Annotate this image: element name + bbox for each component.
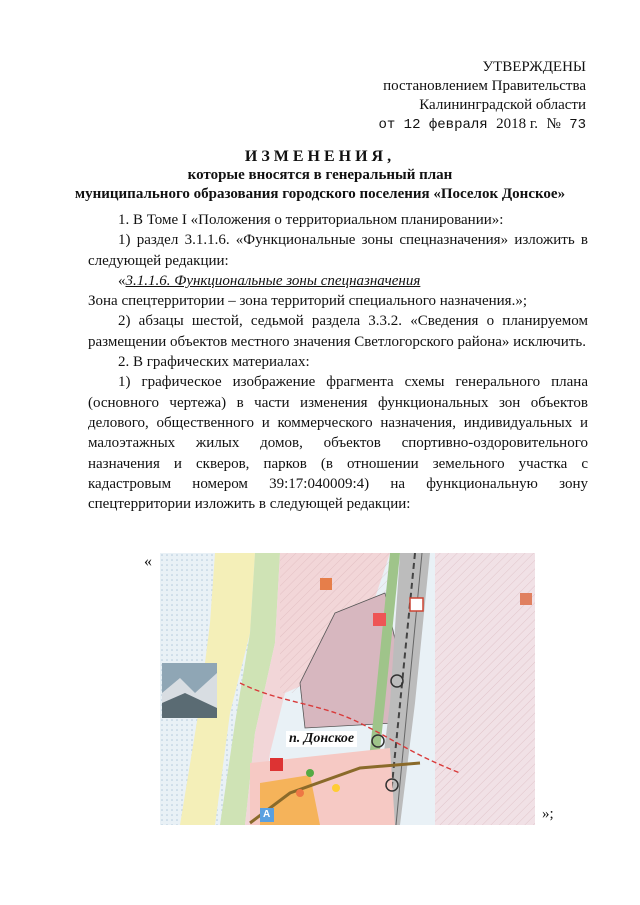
date-year: 2018 г. [496, 116, 539, 132]
approval-date [378, 115, 586, 135]
paragraph-4: Зона спецтерритории – зона территорий специального назначения.»; [88, 293, 527, 310]
approval-line2: постановлением Правительства [383, 78, 586, 94]
title-sub1: которые вносятся в генеральный план [187, 167, 453, 183]
settlement-label: п. Донское [286, 731, 357, 747]
document-title [0, 147, 640, 204]
approval-block [378, 58, 586, 135]
paragraph-1: 1. В Томе I «Положения о территориальном планировании»: [118, 212, 504, 228]
paragraph-5: 2) абзацы шестой, седьмой раздела 3.3.2. «Сведения о планируемом размещении объектов местного значения Светлогорского района» исключить. [88, 313, 588, 350]
decree-number: 73 [569, 117, 586, 133]
title-main: ИЗМЕНЕНИЯ, [244, 148, 396, 165]
map-marker-a: A [263, 809, 271, 820]
open-quote: « [118, 272, 126, 289]
number-label: № [546, 116, 561, 132]
paragraph-2: 1) раздел 3.1.1.6. «Функциональные зоны спецназначения» изложить в следующей редакции: [88, 232, 588, 269]
date-prefix: от 12 февраля [378, 117, 488, 133]
approval-title: УТВЕРЖДЕНЫ [482, 59, 586, 75]
paragraph-6: 2. В графических материалах: [118, 354, 310, 371]
master-plan-map [160, 553, 535, 825]
map-graphic [160, 553, 535, 825]
document-body [88, 210, 588, 514]
title-sub2: муниципального образования городского поселения «Поселок Донское» [74, 186, 566, 202]
paragraph-7: 1) графическое изображение фрагмента схемы генерального плана (основного чертежа) в части изменения функциональных зон объектов делового, общественного и коммерческого назначения, индивидуальных и малоэтажных жилых домов, объектов спортивно-оздоровительного назначения и скверов, парков (в отношении земельного участка с кадастровым номером 39:17:040009:4) на функциональную зону спецтерритории изложить в следующей редакции: [88, 374, 588, 513]
section-heading: 3.1.1.6. Функциональные зоны спецназначения [125, 272, 421, 289]
map-open-quote: « [144, 553, 152, 570]
paragraph-3 [88, 271, 588, 291]
map-close-quote: »; [542, 806, 554, 822]
approval-line3: Калининградской области [419, 97, 586, 113]
